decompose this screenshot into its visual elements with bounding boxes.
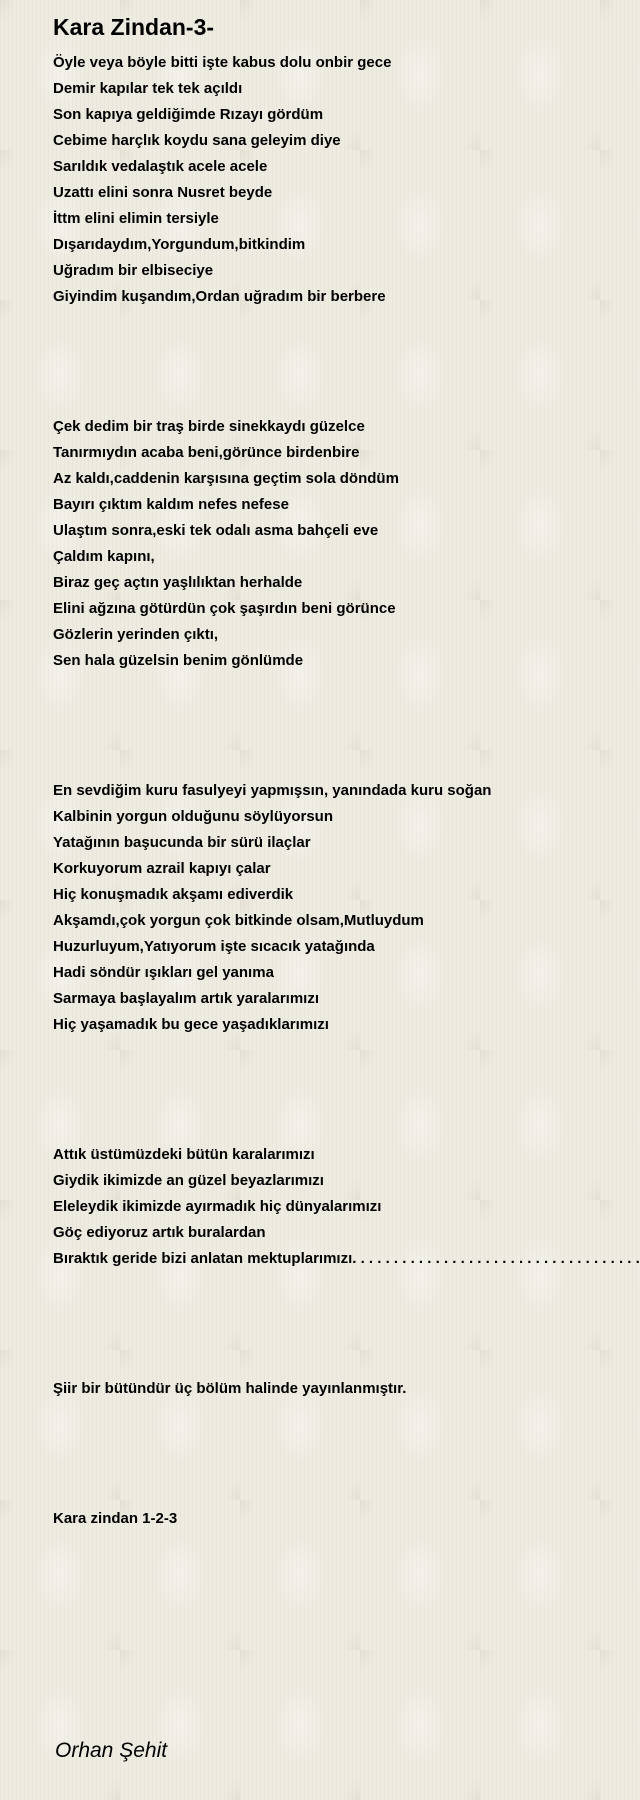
poem-line: Sen hala güzelsin benim gönlümde — [53, 652, 304, 669]
poem-line: Eleleydik ikimizde ayırmadık hiç dünyalarımızı — [53, 1198, 382, 1215]
poem-line — [53, 336, 640, 362]
poem-line: Korkuyorum azrail kapıyı çalar — [53, 860, 271, 877]
poem-title: Kara Zindan-3- — [53, 14, 215, 40]
poem-line — [53, 1324, 640, 1350]
poem-line: Akşamdı,çok yorgun çok bitkinde olsam,Mutluydum — [53, 912, 424, 929]
poem-line — [53, 1272, 640, 1298]
poem-line: Az kaldı,caddenin karşısına geçtim sola döndüm — [53, 470, 399, 487]
poem-line — [53, 1350, 640, 1376]
poem-line: Hiç konuşmadık akşamı ediverdik — [53, 886, 294, 903]
poem-line: İttm elini elimin tersiyle — [53, 210, 219, 227]
poem-line: Cebime harçlık koydu sana geleyim diye — [53, 132, 341, 149]
poem-line: Şiir bir bütündür üç bölüm halinde yayınlanmıştır. — [53, 1380, 407, 1397]
poem-line: Uğradım bir elbiseciye — [53, 262, 214, 279]
poem-line: Huzurluyum,Yatıyorum işte sıcacık yatağında — [53, 938, 375, 955]
poem-line: Sarıldık vedalaştık acele acele — [53, 158, 268, 175]
poem-line: Çek dedim bir traş birde sinekkaydı güzelce — [53, 418, 365, 435]
poem-line — [53, 1116, 640, 1142]
poem-line — [53, 310, 640, 336]
poem-line: Dışarıdaydım,Yorgundum,bitkindim — [53, 236, 306, 253]
poem-line: Ulaştım sonra,eski tek odalı asma bahçeli eve — [53, 522, 379, 539]
poem-line: Biraz geç açtın yaşlılıktan herhalde — [53, 574, 303, 591]
poem-line: Tanırmıydın acaba beni,görünce birdenbire — [53, 444, 360, 461]
poem-line: Hiç yaşamadık bu gece yaşadıklarımızı — [53, 1016, 329, 1033]
poem-line — [53, 1480, 640, 1506]
poem-line: Kara zindan 1-2-3 — [53, 1510, 178, 1527]
poem-line — [53, 1428, 640, 1454]
poem-line — [53, 1402, 640, 1428]
poem-line — [53, 388, 640, 414]
poem-line — [53, 1064, 640, 1090]
poem-line: Sarmaya başlayalım artık yaralarımızı — [53, 990, 320, 1007]
poem-line: Bıraktık geride bizi anlatan mektuplarımızı. . . . . . . . . . . . . . . . . . . . . . . . . . . . . . . . . . . — [53, 1250, 640, 1267]
poem-line — [53, 726, 640, 752]
poem-line: Elini ağzına götürdün çok şaşırdın beni görünce — [53, 600, 396, 617]
poem-line — [53, 1454, 640, 1480]
poem-line: Öyle veya böyle bitti işte kabus dolu onbir gece — [53, 54, 392, 71]
poem-line: Demir kapılar tek tek açıldı — [53, 80, 243, 97]
poem-line: Çaldım kapını, — [53, 548, 155, 565]
poem-line — [53, 700, 640, 726]
poem-line: Son kapıya geldiğimde Rızayı gördüm — [53, 106, 324, 123]
poem-line: Kalbinin yorgun olduğunu söylüyorsun — [53, 808, 333, 825]
poem-line: En sevdiğim kuru fasulyeyi yapmışsın, yanındada kuru soğan — [53, 782, 492, 799]
poem-line: Uzattı elini sonra Nusret beyde — [53, 184, 273, 201]
poem-line: Göç ediyoruz artık buralardan — [53, 1224, 266, 1241]
poem-line: Attık üstümüzdeki bütün karalarımızı — [53, 1146, 315, 1163]
poem-line — [53, 752, 640, 778]
poem-body — [53, 50, 640, 1532]
poem-line: Gözlerin yerinden çıktı, — [53, 626, 219, 643]
poem-author: Orhan Şehit — [55, 1739, 168, 1762]
poem-line — [53, 1298, 640, 1324]
poem-line — [53, 1090, 640, 1116]
poem-line: Yatağının başucunda bir sürü ilaçlar — [53, 834, 311, 851]
poem-line: Giyindim kuşandım,Ordan uğradım bir berbere — [53, 288, 386, 305]
poem-page — [53, 10, 640, 1800]
poem-line — [53, 674, 640, 700]
poem-line: Giydik ikimizde an güzel beyazlarımızı — [53, 1172, 324, 1189]
poem-line — [53, 1038, 640, 1064]
poem-line: Hadi söndür ışıkları gel yanıma — [53, 964, 274, 981]
poem-line: Bayırı çıktım kaldım nefes nefese — [53, 496, 289, 513]
poem-line — [53, 362, 640, 388]
